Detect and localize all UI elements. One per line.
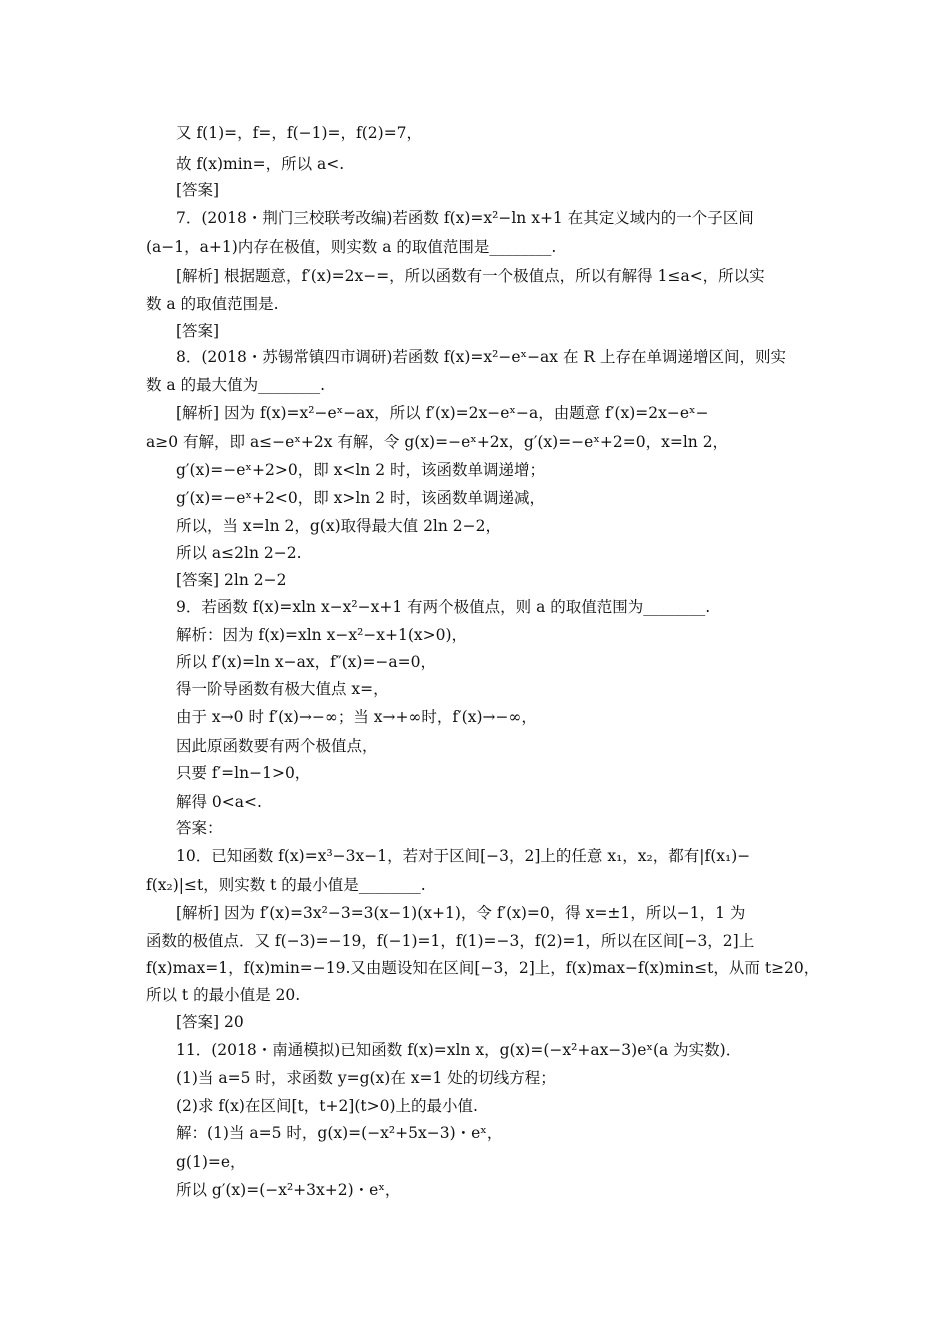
text-line: 故 f(x)min=，所以 a<. [176,155,345,173]
text-line: [答案] 2ln 2−2 [176,571,287,589]
text-line: 解得 0<a<. [176,793,262,811]
text-line: 因此原函数要有两个极值点， [176,737,378,755]
text-line: (a−1，a+1)内存在极值，则实数 a 的取值范围是________. [146,238,557,256]
text-line: 又 f(1)=，f=，f(−1)=，f(2)=7， [176,124,423,142]
text-line: 所以，当 x=ln 2，g(x)取得最大值 2ln 2−2， [176,517,502,535]
text-line: (1)当 a=5 时，求函数 y=g(x)在 x=1 处的切线方程； [176,1069,556,1087]
text-line: a≥0 有解，即 a≤−eˣ+2x 有解，令 g(x)=−eˣ+2x，g′(x)=−eˣ+2=0，x=ln 2， [146,433,729,451]
text-line: [解析] 根据题意，f′(x)=2x−=，所以函数有一个极值点，所以有解得 1≤a<，所以实 [176,267,765,285]
text-line: 得一阶导函数有极大值点 x=， [176,680,389,698]
text-line: 解析：因为 f(x)=xln x−x²−x+1(x>0)， [176,626,468,644]
text-line: f(x)max=1，f(x)min=−19.又由题设知在区间[−3，2]上，f(x)max−f(x)min≤t，从而 t≥20， [146,959,820,977]
text-line: 10．已知函数 f(x)=x³−3x−1，若对于区间[−3，2]上的任意 x₁，x₂，都有|f(x₁)− [176,847,751,865]
text-line: 数 a 的最大值为________. [146,376,326,394]
text-line: 答案： [176,819,223,837]
text-line: 8．(2018・苏锡常镇四市调研)若函数 f(x)=x²−eˣ−ax 在 R 上存在单调递增区间，则实 [176,348,786,366]
text-line: 数 a 的取值范围是. [146,295,279,313]
text-line: 所以 g′(x)=(−x²+3x+2)・eˣ， [176,1181,401,1199]
text-line: f(x₂)|≤t，则实数 t 的最小值是________. [146,876,426,894]
text-line: 所以 a≤2ln 2−2. [176,544,302,562]
text-line: 只要 f′=ln−1>0， [176,764,311,782]
text-line: 函数的极值点．又 f(−3)=−19，f(−1)=1，f(1)=−3，f(2)=1，所以在区间[−3，2]上 [146,932,755,950]
text-line: 解：(1)当 a=5 时，g(x)=(−x²+5x−3)・eˣ， [176,1124,503,1142]
text-line: [答案] [176,322,220,340]
text-line: [解析] 因为 f(x)=x²−eˣ−ax，所以 f′(x)=2x−eˣ−a，由题意 f′(x)=2x−eˣ− [176,404,709,422]
text-line: 11．(2018・南通模拟)已知函数 f(x)=xln x，g(x)=(−x²+ax−3)eˣ(a 为实数)． [176,1041,742,1059]
text-line: g′(x)=−eˣ+2>0，即 x<ln 2 时，该函数单调递增； [176,461,546,479]
text-line: [解析] 因为 f′(x)=3x²−3=3(x−1)(x+1)，令 f′(x)=0，得 x=±1，所以−1，1 为 [176,904,746,922]
text-line: 由于 x→0 时 f′(x)→−∞；当 x→+∞时，f′(x)→−∞， [176,708,537,726]
text-line: 所以 t 的最小值是 20. [146,986,301,1004]
text-line: 9．若函数 f(x)=xln x−x²−x+1 有两个极值点，则 a 的取值范围为________. [176,598,711,616]
text-line: g(1)=e， [176,1153,246,1171]
text-line: [答案] 20 [176,1013,244,1031]
text-line: (2)求 f(x)在区间[t，t+2](t>0)上的最小值. [176,1097,478,1115]
text-line: g′(x)=−eˣ+2<0，即 x>ln 2 时，该函数单调递减， [176,489,546,507]
text-line: 所以 f′(x)=ln x−ax，f″(x)=−a=0， [176,653,437,671]
text-line: [答案] [176,181,220,199]
text-line: 7．(2018・荆门三校联考改编)若函数 f(x)=x²−ln x+1 在其定义域内的一个子区间 [176,209,754,227]
